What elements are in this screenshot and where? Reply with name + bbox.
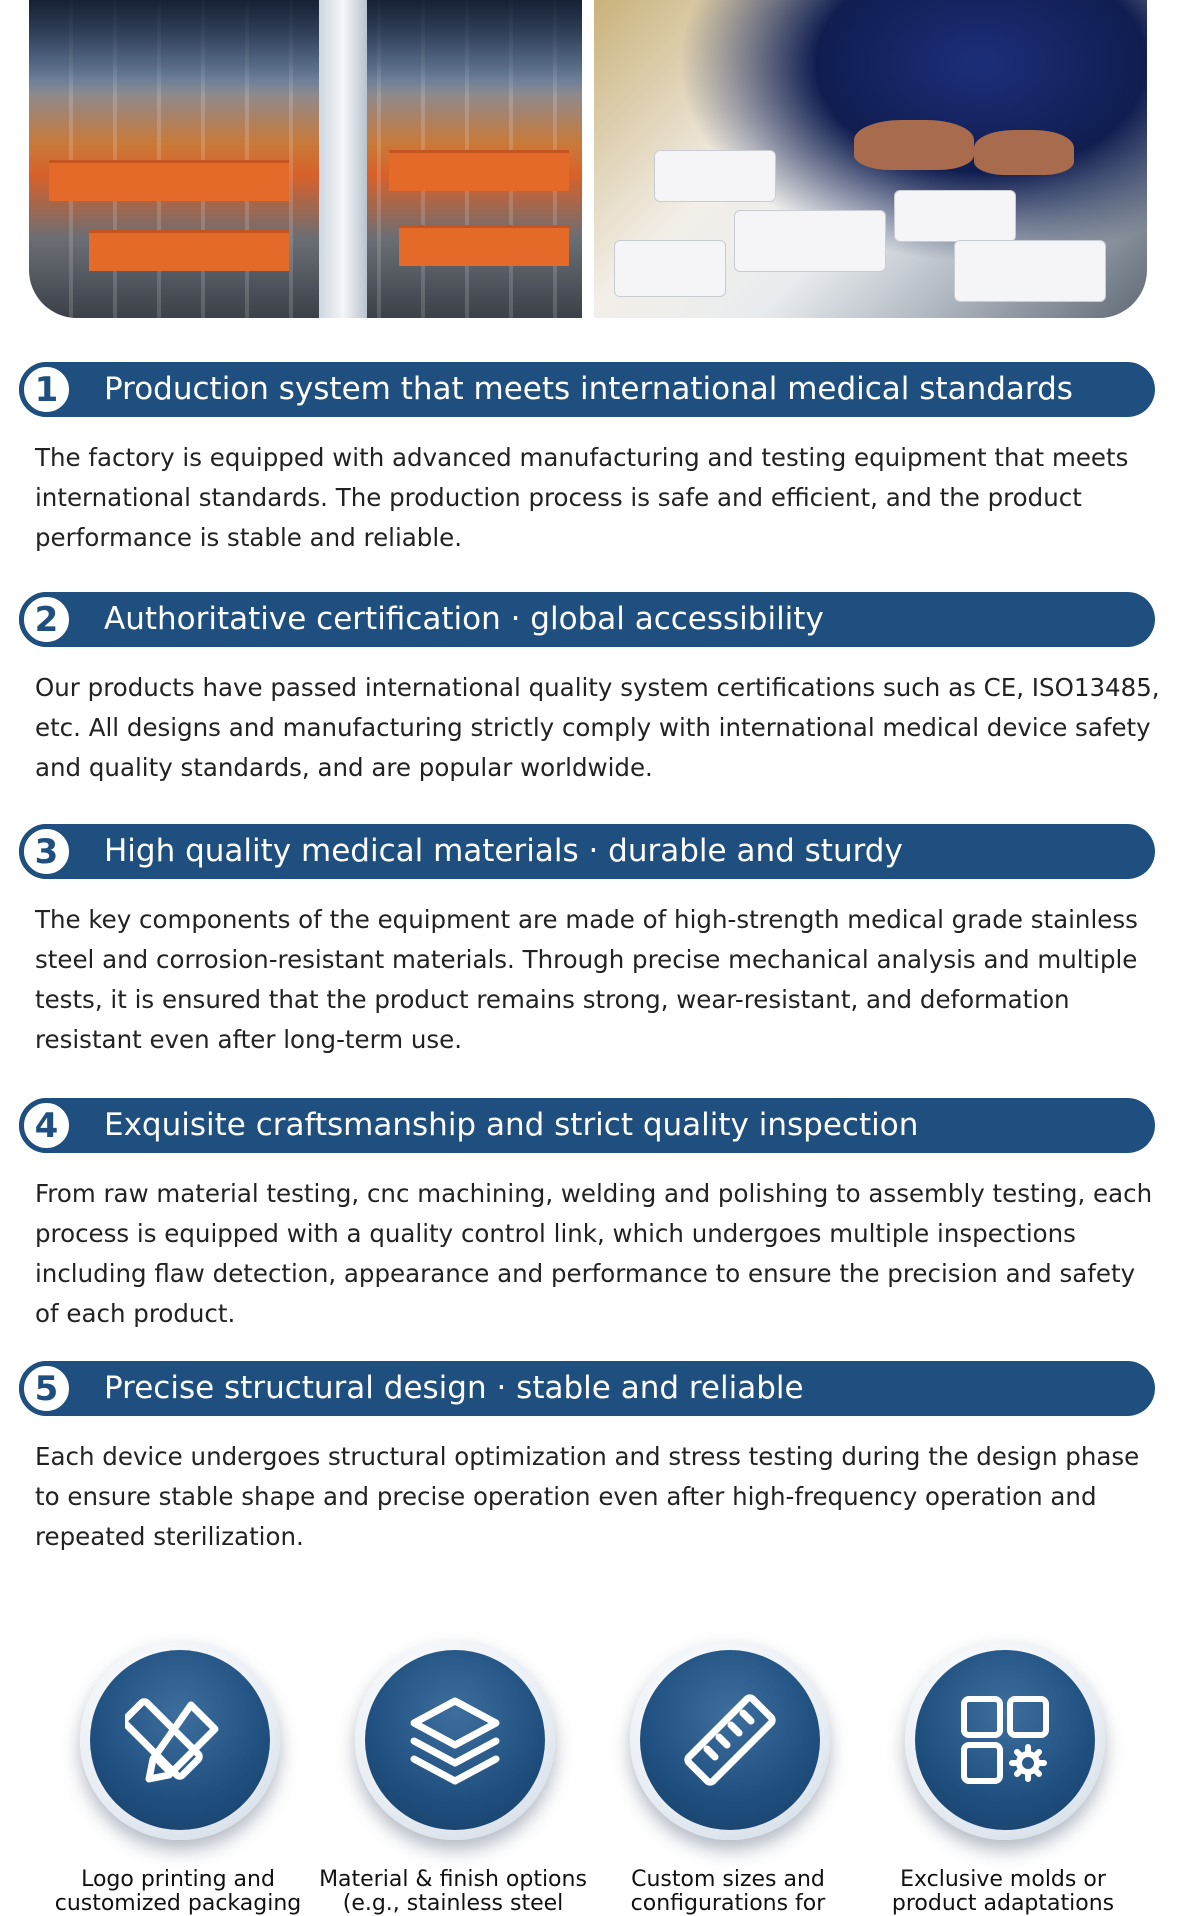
customization-features [0, 1640, 1177, 1916]
feature-icon-ring [905, 1640, 1105, 1840]
section-number: 3 [19, 824, 74, 879]
section-text: From raw material testing, cnc machining, welding and polishing to assembly testing, each process is equipped with a quality control link, which undergoes multiple inspections including flaw detection, appearance and performance to ensure the precision and safety of each product. [35, 1179, 1153, 1328]
section-title: High quality medical materials · durable and sturdy [104, 833, 903, 869]
workbench [49, 160, 289, 201]
feature-label: Logo printing and customized packaging [54, 1867, 302, 1916]
feature-logo-packaging [40, 1640, 316, 1916]
feature-custom-sizes [590, 1640, 866, 1916]
assembly-line-photo [594, 0, 1147, 318]
layers-icon [365, 1650, 545, 1830]
feature-icon-ring [80, 1640, 280, 1840]
section-title: Precise structural design · stable and reliable [104, 1370, 804, 1406]
ruler-icon [640, 1650, 820, 1830]
section-number: 5 [19, 1361, 74, 1416]
feature-label: Material & finish options (e.g., stainless steel [319, 1867, 587, 1916]
workbench [399, 225, 569, 266]
product-box [954, 240, 1106, 302]
factory-floor-photo [29, 0, 582, 318]
workbench [389, 150, 569, 191]
section-number: 4 [19, 1098, 74, 1153]
section-number: 2 [19, 592, 74, 647]
feature-exclusive-molds [865, 1640, 1141, 1916]
section-text: Our products have passed international quality system certifications such as CE, ISO13485, etc. All designs and manufacturing strictly comply with international medical device safety and quality standards, and are popular worldwide. [35, 673, 1160, 782]
section-text: Each device undergoes structural optimization and stress testing during the design phase to ensure stable shape and precise operation even after high-frequency operation and repeated sterilization. [35, 1442, 1140, 1551]
product-box [654, 150, 776, 202]
feature-label: Exclusive molds or product adaptations [891, 1867, 1115, 1916]
pencil-ruler-icon [90, 1650, 270, 1830]
section-title: Exquisite craftsmanship and strict quality inspection [104, 1107, 919, 1143]
section-title: Production system that meets international medical standards [104, 371, 1073, 407]
product-box [734, 210, 886, 272]
product-box [894, 190, 1016, 242]
grid-gear-icon [915, 1650, 1095, 1830]
workbench [89, 230, 289, 271]
factory-photos [29, 0, 1147, 318]
feature-icon-ring [355, 1640, 555, 1840]
section-number: 1 [19, 362, 74, 417]
feature-label: Custom sizes and configurations for [630, 1867, 826, 1916]
section-text: The key components of the equipment are made of high-strength medical grade stainless steel and corrosion-resistant materials. Through precise mechanical analysis and multiple tests, it is ensured that the product remains strong, wear-resistant, and deformation resistant even after long-term use. [35, 905, 1138, 1054]
product-box [614, 240, 726, 297]
feature-material-finish [315, 1640, 591, 1916]
worker-hand [854, 120, 974, 170]
worker-hand [974, 130, 1074, 175]
feature-icon-ring [630, 1640, 830, 1840]
factory-pillar [319, 0, 367, 318]
section-text: The factory is equipped with advanced manufacturing and testing equipment that meets international standards. The production process is safe and efficient, and the product performance is stable and reliable. [35, 443, 1129, 552]
section-title: Authoritative certification · global accessibility [104, 601, 824, 637]
